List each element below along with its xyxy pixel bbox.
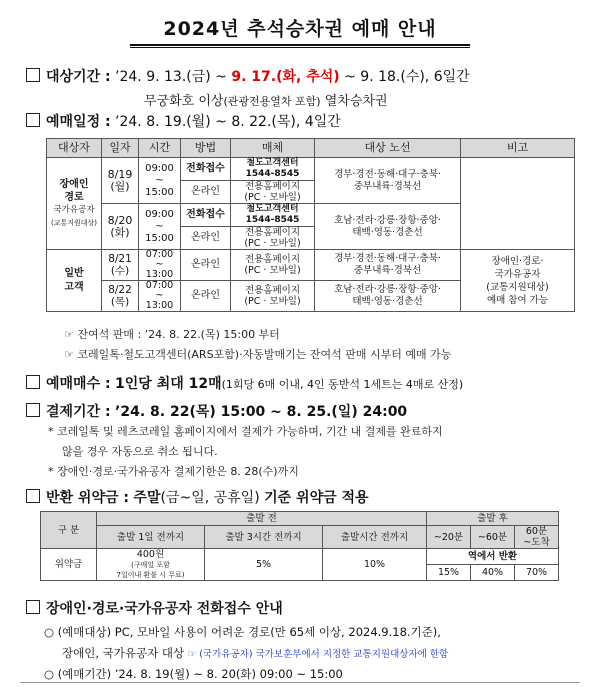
time-text: 07:00 (145, 280, 174, 291)
group-cell (47, 158, 102, 250)
time-text: 09:00 (145, 208, 174, 220)
header-cell: 출발 3시간 전까지 (205, 526, 323, 549)
remark-cell (461, 250, 575, 312)
date-cell (102, 250, 139, 281)
phone-section-label: 장애인·경로·국가유공자 전화접수 안내 (46, 601, 283, 617)
header-cell: 비고 (461, 139, 575, 158)
quantity-line (26, 373, 463, 393)
checkbox-icon (26, 113, 40, 127)
media-text: (PC · 모바일) (244, 296, 301, 307)
table-header-row (47, 139, 575, 158)
phone-line-3: ○ (예매기간) ’24. 8. 19(월) ~ 8. 20(화) 09:00 ~ 15:00 (44, 667, 343, 681)
group-label: 경로 (64, 191, 84, 203)
media-cell (231, 158, 315, 181)
header-cell: 매체 (231, 139, 315, 158)
date-text: 8/20 (107, 213, 133, 227)
header-cell: 방법 (181, 139, 231, 158)
group-label: (교통지원대상) (50, 218, 98, 227)
checkbox-icon (26, 403, 40, 417)
time-text: ~ (155, 259, 164, 270)
checkbox-icon (26, 600, 40, 614)
phone-line-2a: 장애인, 국가유공자 대상 (62, 646, 185, 660)
header-cell: 일자 (102, 139, 139, 158)
note-korail-talk: ☞ 코레일톡·철도고객센터(ARS포함)·자동발매기는 잔여석 판매 시부터 예매 가능 (64, 348, 452, 361)
time-cell (139, 204, 181, 250)
media-text: (PC · 모바일) (244, 265, 301, 276)
phone-line-2 (62, 645, 448, 661)
group-label: 고객 (64, 281, 84, 293)
remark-text: 예매 참여 가능 (486, 294, 549, 306)
header-cell: 출발 전 (97, 512, 427, 526)
period-subline-b: (관광전용열차 포함) (223, 95, 321, 108)
header-text: ~도착 (523, 537, 550, 548)
remark-text: 장애인·경로· (491, 255, 544, 267)
value-cell: 10% (323, 549, 427, 581)
time-text: ~ (155, 220, 164, 232)
checkbox-icon (26, 375, 40, 389)
period-highlight: 9. 17.(화, 추석) (231, 69, 340, 85)
refund-line (26, 487, 369, 507)
dow-text: (화) (110, 225, 130, 239)
note-remaining-seats: ☞ 잔여석 판매 : ’24. 8. 22.(목) 15:00 부터 (64, 328, 280, 341)
title-underline (130, 44, 470, 46)
header-cell: 시간 (139, 139, 181, 158)
time-text: ~ (155, 174, 164, 186)
refund-value: 주말 (133, 490, 161, 506)
table-row (47, 250, 575, 281)
checkbox-icon (26, 68, 40, 82)
payment-note-3: * 장애인·경로·국가유공자 결제기한은 8. 28(수)까지 (48, 465, 299, 478)
method-cell: 온라인 (181, 181, 231, 204)
period-subline-c: 열차승차권 (324, 94, 388, 109)
schedule-label: 예매일정 : (46, 114, 111, 130)
method-cell: 온라인 (181, 250, 231, 281)
header-cell: 구 분 (41, 512, 97, 549)
quantity-label: 예매매수 : (46, 376, 111, 392)
refund-value-b: (금~일, 공휴일) (160, 490, 260, 506)
time-cell (139, 281, 181, 312)
period-prefix: ’24. 9. 13.(금) ~ (115, 69, 227, 85)
time-cell (139, 250, 181, 281)
media-text: (PC · 모바일) (244, 192, 301, 203)
date-text: 8/19 (107, 167, 133, 181)
page-title: 2024년 추석승차권 예매 안내 (163, 18, 437, 40)
media-text: 1544-8545 (245, 169, 300, 179)
table-row (41, 549, 559, 565)
date-cell (102, 204, 139, 250)
method-cell: 전화접수 (181, 158, 231, 181)
method-cell: 온라인 (181, 227, 231, 250)
quantity-detail: (1회당 6매 이내, 4인 동반석 1세트는 4매로 산정) (221, 378, 464, 391)
period-label: 대상기간 : (46, 69, 111, 85)
period-subline (144, 90, 388, 109)
date-cell (102, 158, 139, 204)
payment-note-1: * 코레일톡 및 레츠코레일 홈페이지에서 결제가 가능하며, 기간 내 결제를 완료하지 (48, 425, 443, 438)
route-text: 호남·전라·강릉·장항·중앙· (334, 284, 441, 295)
period-line (26, 66, 470, 86)
header-cell: 출발시간 전까지 (323, 526, 427, 549)
quantity-value: 1인당 최대 12매 (115, 376, 222, 392)
header-cell: ~60분 (471, 526, 515, 549)
media-cell (231, 250, 315, 281)
header-cell: 대상 노선 (315, 139, 461, 158)
time-text: ~ (155, 290, 164, 301)
dow-text: (월) (110, 179, 130, 193)
header-cell (515, 526, 559, 549)
value-cell: 70% (515, 565, 559, 581)
media-cell (231, 204, 315, 227)
title-underline-thin (130, 47, 470, 48)
schedule-table (46, 138, 575, 312)
date-text: 8/21 (108, 253, 132, 265)
method-cell: 전화접수 (181, 204, 231, 227)
header-cell: 출발 후 (427, 512, 559, 526)
payment-line (26, 401, 407, 421)
remark-text: (교통지원대상) (486, 281, 549, 293)
media-text: (PC · 모바일) (244, 238, 301, 249)
method-cell: 온라인 (181, 281, 231, 312)
media-cell (231, 281, 315, 312)
route-cell (315, 204, 461, 250)
media-text: 전용홈페이지 (244, 285, 301, 296)
route-text: 중부내륙·경북선 (353, 265, 422, 276)
remark-cell (461, 158, 575, 250)
schedule-days: 4일간 (304, 114, 341, 130)
period-subline-a: 무궁화호 이상 (144, 94, 224, 109)
route-cell (315, 250, 461, 281)
page-bottom-rule (20, 682, 580, 683)
route-cell (315, 158, 461, 204)
route-text: 중부내륙·경북선 (353, 180, 422, 192)
table-header-row (41, 526, 559, 549)
refund-label: 반환 위약금 : (46, 490, 129, 506)
group-label: 장애인 (59, 178, 89, 190)
value-cell: 15% (427, 565, 471, 581)
media-cell (231, 181, 315, 204)
schedule-line (26, 111, 341, 131)
dow-text: (수) (110, 265, 130, 277)
route-text: 태백·영동·경춘선 (352, 226, 423, 238)
route-cell (315, 281, 461, 312)
value-text: (구매일 포함 (131, 560, 170, 569)
route-text: 호남·전라·강릉·장항·중앙· (334, 214, 441, 226)
schedule-value: ’24. 8. 19.(월) ~ 8. 22.(목), (115, 114, 301, 130)
remark-text: 국가유공자 (494, 268, 541, 280)
phone-line-2b: ☞ (국가유공자) 국가보훈부에서 지정한 교통지원대상자에 한함 (187, 649, 449, 660)
time-text: 09:00 (145, 162, 174, 174)
time-text: 13:00 (145, 269, 174, 280)
time-text: 07:00 (145, 249, 174, 260)
group-label: 일반 (64, 267, 84, 279)
group-label: 국가유공자 (53, 204, 95, 215)
table-row (47, 158, 575, 181)
station-cell: 역에서 반환 (427, 549, 559, 565)
time-cell (139, 158, 181, 204)
value-text: 400원 (136, 548, 165, 560)
table-header-row (41, 512, 559, 526)
media-text: 전용홈페이지 (244, 181, 301, 192)
time-text: 13:00 (145, 300, 174, 311)
date-text: 8/22 (108, 284, 132, 296)
route-text: 경부·경전·동해·대구·충북· (334, 168, 441, 180)
time-text: 15:00 (145, 186, 174, 198)
media-text: 전용홈페이지 (244, 227, 301, 238)
value-text: 7일이내 환불 시 무료) (116, 570, 185, 579)
row-label: 위약금 (41, 549, 97, 581)
payment-label: 결제기간 : (46, 404, 111, 420)
dow-text: (목) (110, 296, 130, 308)
time-text: 15:00 (145, 232, 174, 244)
value-cell: 5% (205, 549, 323, 581)
media-text: 1544-8545 (245, 215, 300, 225)
media-text: 전용홈페이지 (244, 254, 301, 265)
header-cell: 대상자 (47, 139, 102, 158)
date-cell (102, 281, 139, 312)
group-cell (47, 250, 102, 312)
media-text: 철도고객센터 (246, 158, 299, 168)
refund-table (40, 511, 559, 581)
header-cell: 출발 1일 전까지 (97, 526, 205, 549)
phone-line-1: ○ (예매대상) PC, 모바일 사용이 어려운 경로(만 65세 이상, 2024.9.18.기준), (44, 625, 441, 639)
payment-note-2: 않을 경우 자동으로 취소 됩니다. (62, 445, 218, 458)
period-suffix: ~ 9. 18.(수), 6일간 (344, 69, 470, 85)
refund-value-c: 기준 위약금 적용 (264, 490, 369, 506)
value-cell (97, 549, 205, 581)
header-cell: ~20분 (427, 526, 471, 549)
payment-value: ’24. 8. 22(목) 15:00 ~ 8. 25.(일) 24:00 (115, 404, 408, 420)
route-text: 경부·경전·동해·대구·충북· (334, 253, 441, 264)
media-cell (231, 227, 315, 250)
header-text: 60분 (525, 526, 548, 537)
value-cell: 40% (471, 565, 515, 581)
media-text: 철도고객센터 (246, 204, 299, 214)
phone-section-heading (26, 598, 283, 618)
checkbox-icon (26, 489, 40, 503)
route-text: 태백·영동·경춘선 (352, 296, 423, 307)
